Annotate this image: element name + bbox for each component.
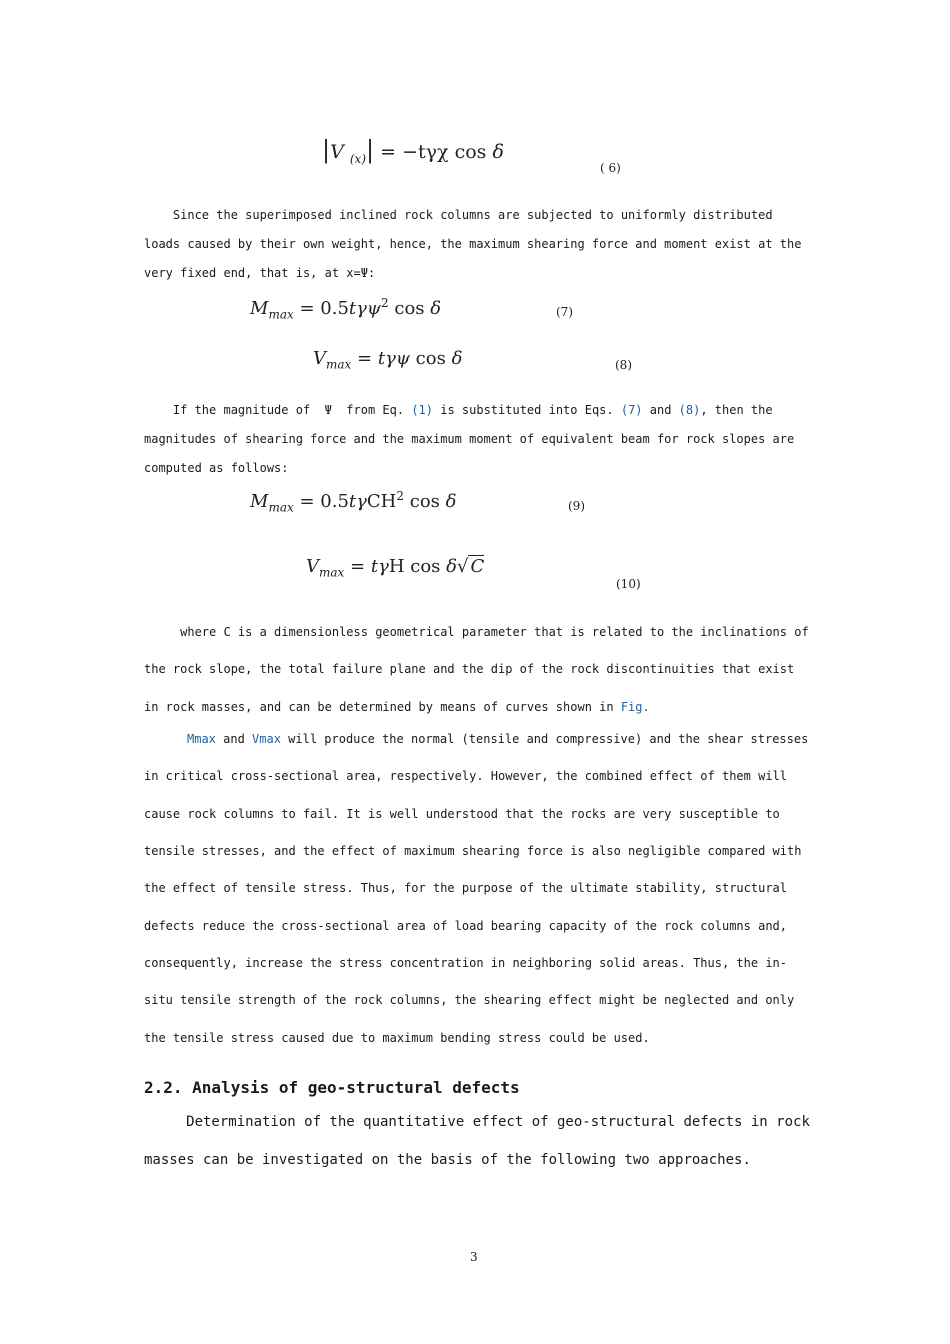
equation-10: $V_{max} = t\gamma H$ cos δ√ C [306, 556, 485, 580]
text-line: the effect of tensile stress. Thus, for the purpose of the ultimate stability, structural [144, 881, 787, 895]
equation-ref-8[interactable]: (8) [678, 403, 701, 417]
text-line: defects reduce the cross-sectional area of load bearing capacity of the rock columns and, [144, 919, 787, 933]
text-line: the tensile stress caused due to maximum bending stress could be used. [144, 1031, 650, 1045]
equation-number-10: (10) [616, 577, 641, 591]
equation-number-7: (7) [556, 305, 573, 319]
text-line: Mmax and Vmax will produce the normal (tensile and compressive) and the shear stresses [187, 732, 809, 746]
section-heading: 2.2. Analysis of geo-structural defects [144, 1078, 520, 1097]
equation-8: $V_{max} = t\gamma\psi$ cos δ [313, 348, 463, 372]
equation-number-9: (9) [568, 499, 585, 513]
text-line: magnitudes of shearing force and the maximum moment of equivalent beam for rock slopes are [144, 432, 795, 446]
text-line: loads caused by their own weight, hence, the maximum shearing force and moment exist at the [144, 237, 802, 251]
text-line: computed as follows: [144, 461, 289, 475]
text-line: situ tensile strength of the rock columns, the shearing effect might be neglected and only [144, 993, 795, 1007]
text-line: in critical cross-sectional area, respectively. However, the combined effect of them will [144, 769, 787, 783]
text-line: If the magnitude of Ψ from Eq. (1) is substituted into Eqs. (7) and (8), then the [144, 403, 773, 417]
text-line: consequently, increase the stress concentration in neighboring solid areas. Thus, the in- [144, 956, 787, 970]
equation-7: $M_{max} = 0.5t\gamma\psi^2$ cos δ [250, 296, 442, 322]
text-line: very fixed end, that is, at x=Ψ: [144, 266, 376, 280]
text-line: cause rock columns to fail. It is well understood that the rocks are very susceptible to [144, 807, 780, 821]
equation-6: |V $_{(x)}$| = −tγχ cos δ [322, 136, 504, 166]
equation-number-8: (8) [615, 358, 632, 372]
vmax-ref[interactable]: Vmax [252, 732, 281, 746]
mmax-ref[interactable]: Mmax [187, 732, 216, 746]
text-line: the rock slope, the total failure plane and the dip of the rock discontinuities that exist [144, 662, 795, 676]
text-line: tensile stresses, and the effect of maximum shearing force is also negligible compared with [144, 844, 802, 858]
equation-9: $M_{max} = 0.5t\gamma CH^2$ cos δ [250, 489, 457, 515]
text-line: Determination of the quantitative effect of geo-structural defects in rock [144, 1114, 810, 1130]
equation-ref-7[interactable]: (7) [620, 403, 643, 417]
text-line: masses can be investigated on the basis of the following two approaches. [144, 1152, 751, 1168]
figure-ref[interactable]: Fig. [620, 700, 650, 714]
page-number: 3 [470, 1250, 478, 1264]
text-line: Since the superimposed inclined rock columns are subjected to uniformly distributed [144, 208, 773, 222]
equation-ref-1[interactable]: (1) [411, 403, 433, 417]
text-line: where C is a dimensionless geometrical parameter that is related to the inclinations of [144, 625, 809, 639]
equation-number-6: ( 6) [600, 161, 621, 175]
text-line: in rock masses, and can be determined by means of curves shown in Fig. [144, 700, 650, 714]
